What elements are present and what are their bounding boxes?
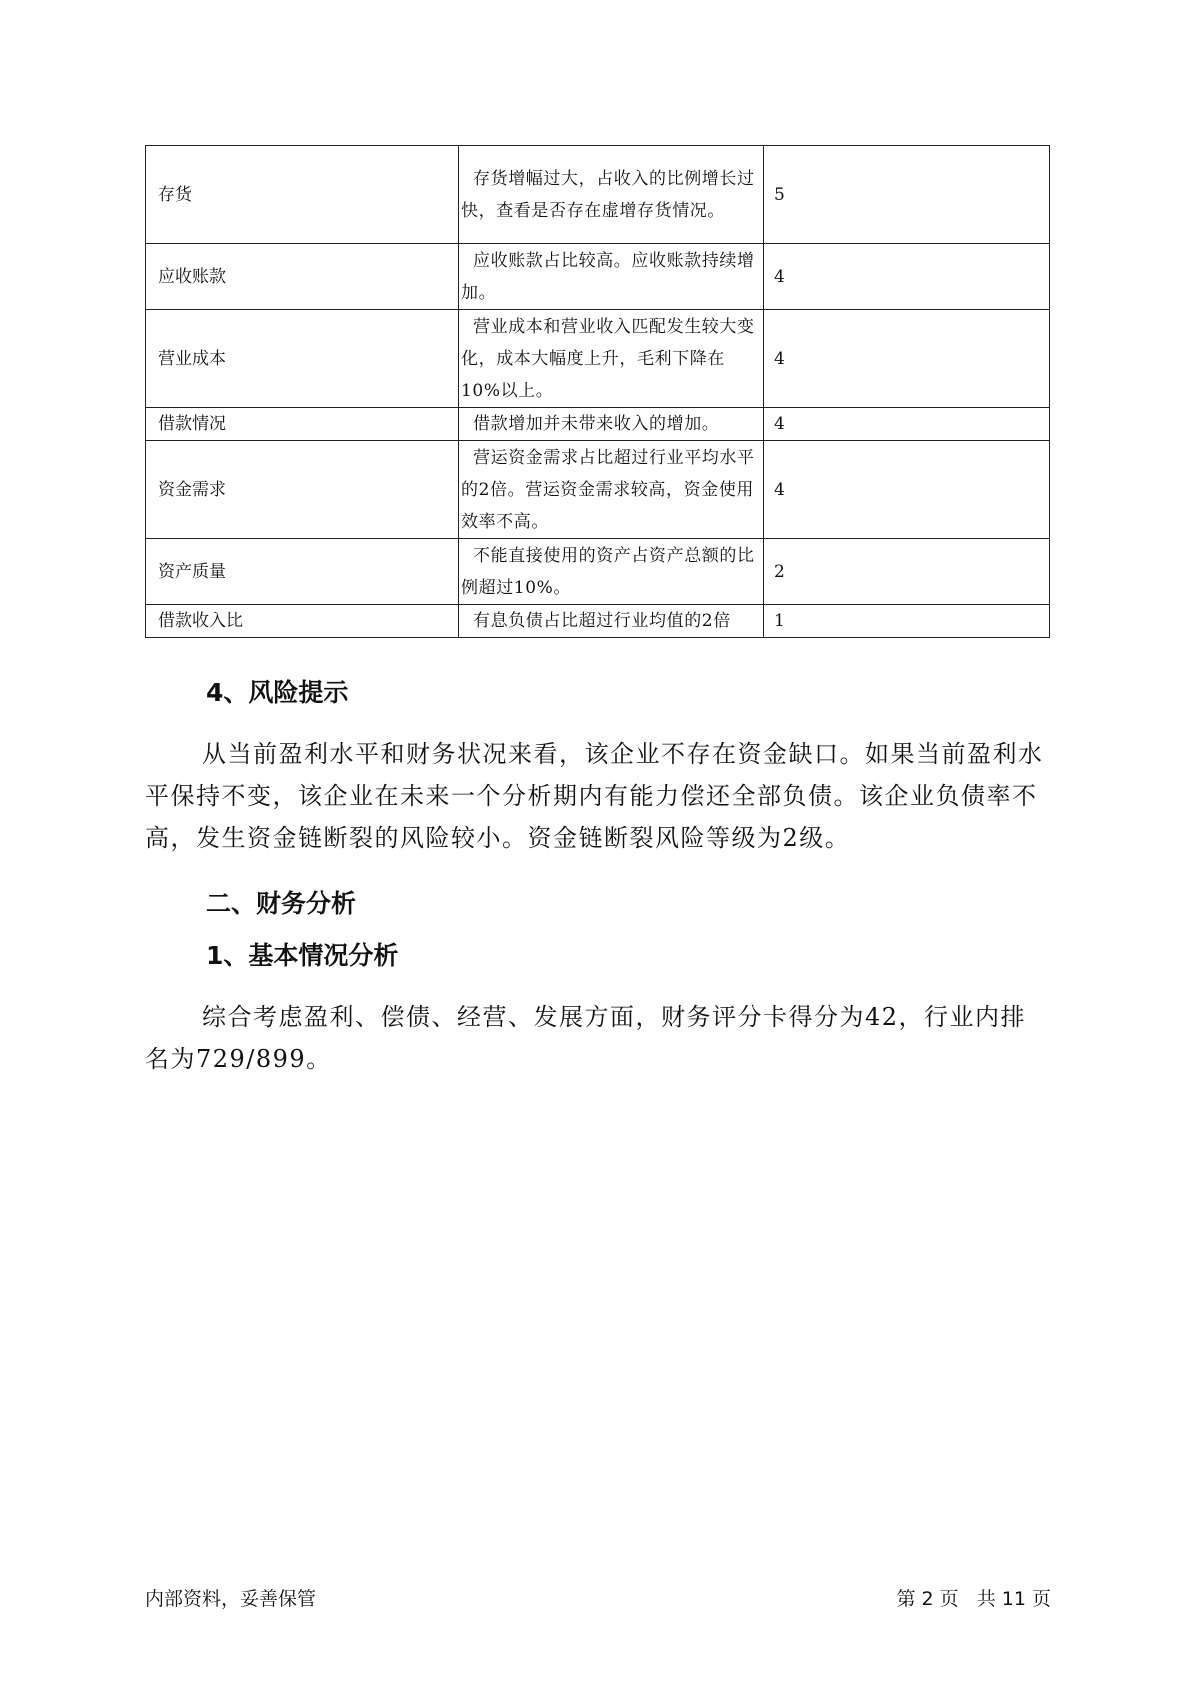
table-row — [146, 244, 1050, 310]
footer-confidential-note: 内部资料，妥善保管 — [145, 1588, 317, 1610]
table-row — [146, 539, 1050, 605]
indicator-description: 有息负债占比超过行业均值的2倍 — [459, 605, 764, 638]
indicator-description: 应收账款占比较高。应收账款持续增加。 — [459, 244, 764, 310]
indicator-name: 借款收入比 — [146, 605, 459, 638]
table-row — [146, 441, 1050, 539]
indicator-name: 应收账款 — [146, 244, 459, 310]
indicator-description: 营运资金需求占比超过行业平均水平的2倍。营运资金需求较高，资金使用效率不高。 — [459, 441, 764, 539]
footer-page-number: 第 2 页 共 11 页 — [896, 1588, 1051, 1610]
indicator-description: 营业成本和营业收入匹配发生较大变化，成本大幅度上升，毛利下降在10%以上。 — [459, 310, 764, 408]
risk-heading: 4、风险提示 — [206, 678, 349, 707]
table-row — [146, 408, 1050, 441]
table-row — [146, 146, 1050, 244]
indicator-score: 4 — [764, 441, 1050, 539]
indicator-name: 借款情况 — [146, 408, 459, 441]
risk-paragraph: 从当前盈利水平和财务状况来看，该企业不存在资金缺口。如果当前盈利水平保持不变，该企业在未来一个分析期内有能力偿还全部负债。该企业负债率不高，发生资金链断裂的风险较小。资金链断裂风险等级为2级。 — [145, 740, 1044, 852]
indicator-name: 营业成本 — [146, 310, 459, 408]
indicator-score: 4 — [764, 408, 1050, 441]
basic-analysis-paragraph: 综合考虑盈利、偿债、经营、发展方面，财务评分卡得分为42，行业内排名为729/899。 — [145, 1003, 1027, 1073]
risk-indicator-table — [145, 145, 1050, 638]
indicator-description: 存货增幅过大，占收入的比例增长过快，查看是否存在虚增存货情况。 — [459, 146, 764, 244]
indicator-name: 资产质量 — [146, 539, 459, 605]
indicator-score: 4 — [764, 310, 1050, 408]
indicator-score: 5 — [764, 146, 1050, 244]
indicator-score: 4 — [764, 244, 1050, 310]
basic-analysis-heading: 1、基本情况分析 — [206, 941, 399, 970]
table-row — [146, 310, 1050, 408]
indicator-name: 资金需求 — [146, 441, 459, 539]
finance-heading: 二、财务分析 — [206, 889, 357, 918]
indicator-description: 不能直接使用的资产占资产总额的比例超过10%。 — [459, 539, 764, 605]
indicator-description: 借款增加并未带来收入的增加。 — [459, 408, 764, 441]
indicator-score: 2 — [764, 539, 1050, 605]
table-row — [146, 605, 1050, 638]
indicator-score: 1 — [764, 605, 1050, 638]
indicator-name: 存货 — [146, 146, 459, 244]
